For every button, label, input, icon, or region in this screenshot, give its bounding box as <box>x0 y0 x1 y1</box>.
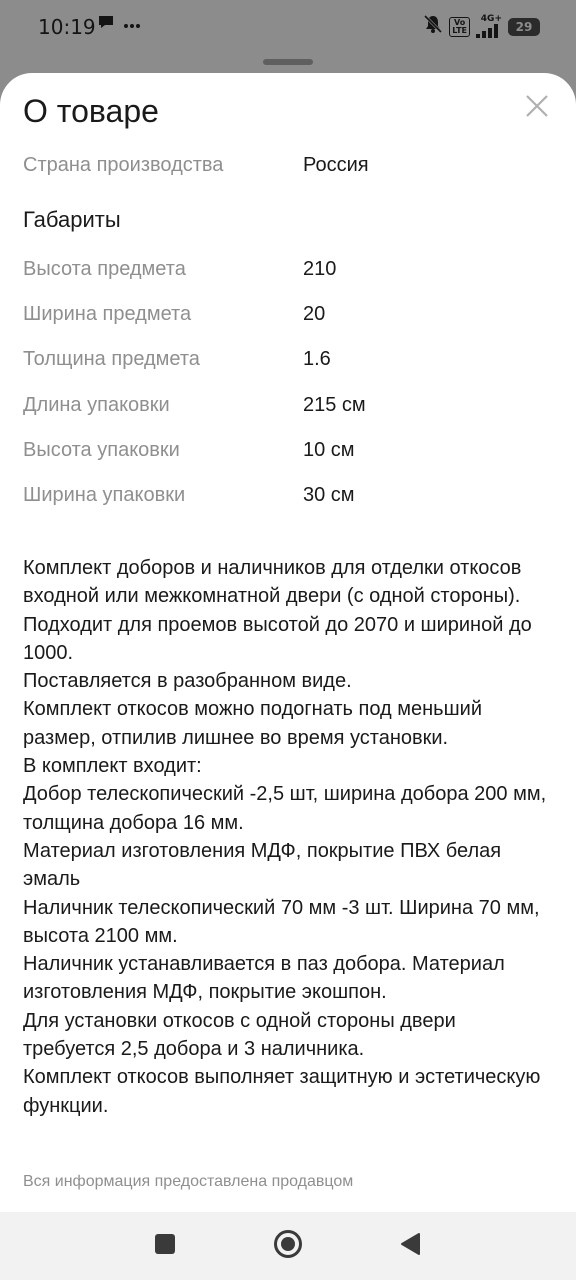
spec-label: Толщина предмета <box>23 348 200 370</box>
description-line: Комплект доборов и наличников для отделки откосов входной или межкомнатной двери (с одной стороны). <box>23 557 522 608</box>
network-type-label: 4G+ <box>480 14 502 24</box>
home-circle-icon <box>273 1229 303 1264</box>
spec-row-item-height <box>23 254 553 284</box>
spec-label: Высота предмета <box>23 258 186 280</box>
description-line: Добор телескопический -2,5 шт, ширина добора 200 мм, толщина добора 16 мм. <box>23 783 547 834</box>
spec-value: 1.6 <box>303 348 331 370</box>
recents-button[interactable] <box>135 1212 195 1280</box>
spec-row-country <box>23 150 553 180</box>
system-nav-bar <box>0 1212 576 1280</box>
recents-square-icon <box>154 1233 176 1260</box>
spec-value: Россия <box>303 154 369 176</box>
spec-row-item-thickness <box>23 344 553 374</box>
description-line: Наличник устанавливается в паз добора. Материал изготовления МДФ, покрытие экошпон. <box>23 953 505 1004</box>
battery-icon: 29 <box>508 18 540 36</box>
spec-value: 210 <box>303 258 337 280</box>
message-bubble-icon <box>97 14 115 35</box>
status-bar <box>0 0 576 56</box>
spec-label: Ширина предмета <box>23 303 192 325</box>
spec-value: 215 см <box>303 394 366 416</box>
description-line: Комплект откосов можно подогнать под меньший размер, отпилив лишнее во время установки. <box>23 698 482 749</box>
spec-label: Ширина упаковки <box>23 484 186 506</box>
description-line: В комплект входит: <box>23 755 202 778</box>
spec-label: Страна производства <box>23 154 224 176</box>
product-description <box>23 554 551 1120</box>
sheet-drag-handle[interactable] <box>263 59 313 65</box>
spec-row-item-width <box>23 299 553 329</box>
status-time: 10:19 <box>38 15 96 39</box>
back-button[interactable] <box>380 1212 440 1280</box>
description-line: Материал изготовления МДФ, покрытие ПВХ белая эмаль <box>23 839 502 891</box>
sheet-title: О товаре <box>23 93 159 129</box>
volte-badge: Vo LTE <box>449 17 470 37</box>
spec-row-package-length <box>23 390 553 420</box>
more-dots-icon <box>123 16 141 34</box>
dimensions-heading: Габариты <box>23 207 121 232</box>
spec-label: Высота упаковки <box>23 439 180 461</box>
spec-value: 10 см <box>303 439 355 461</box>
spec-row-package-width <box>23 480 553 510</box>
description-line: Для установки откосов с одной стороны двери требуется 2,5 добора и 3 наличника. <box>23 1009 456 1061</box>
product-info-sheet <box>0 73 576 1212</box>
spec-label: Длина упаковки <box>23 394 170 416</box>
description-line: Комплект откосов выполняет защитную и эстетическую функции. <box>23 1066 541 1117</box>
back-triangle-icon <box>399 1232 421 1261</box>
signal-icon <box>476 15 502 38</box>
spec-value: 20 <box>303 303 326 325</box>
close-icon <box>525 94 549 123</box>
description-line: Наличник телескопический 70 мм -3 шт. Ширина 70 мм, высота 2100 мм. <box>23 896 540 947</box>
description-line: Подходит для проемов высотой до 2070 и шириной до 1000. <box>23 613 532 664</box>
muted-bell-icon <box>423 14 443 39</box>
close-button[interactable] <box>520 91 554 125</box>
description-line: Поставляется в разобранном виде. <box>23 670 352 693</box>
home-button[interactable] <box>258 1212 318 1280</box>
spec-row-package-height <box>23 435 553 465</box>
seller-disclaimer: Вся информация предоставлена продавцом <box>23 1173 354 1190</box>
spec-value: 30 см <box>303 484 355 506</box>
